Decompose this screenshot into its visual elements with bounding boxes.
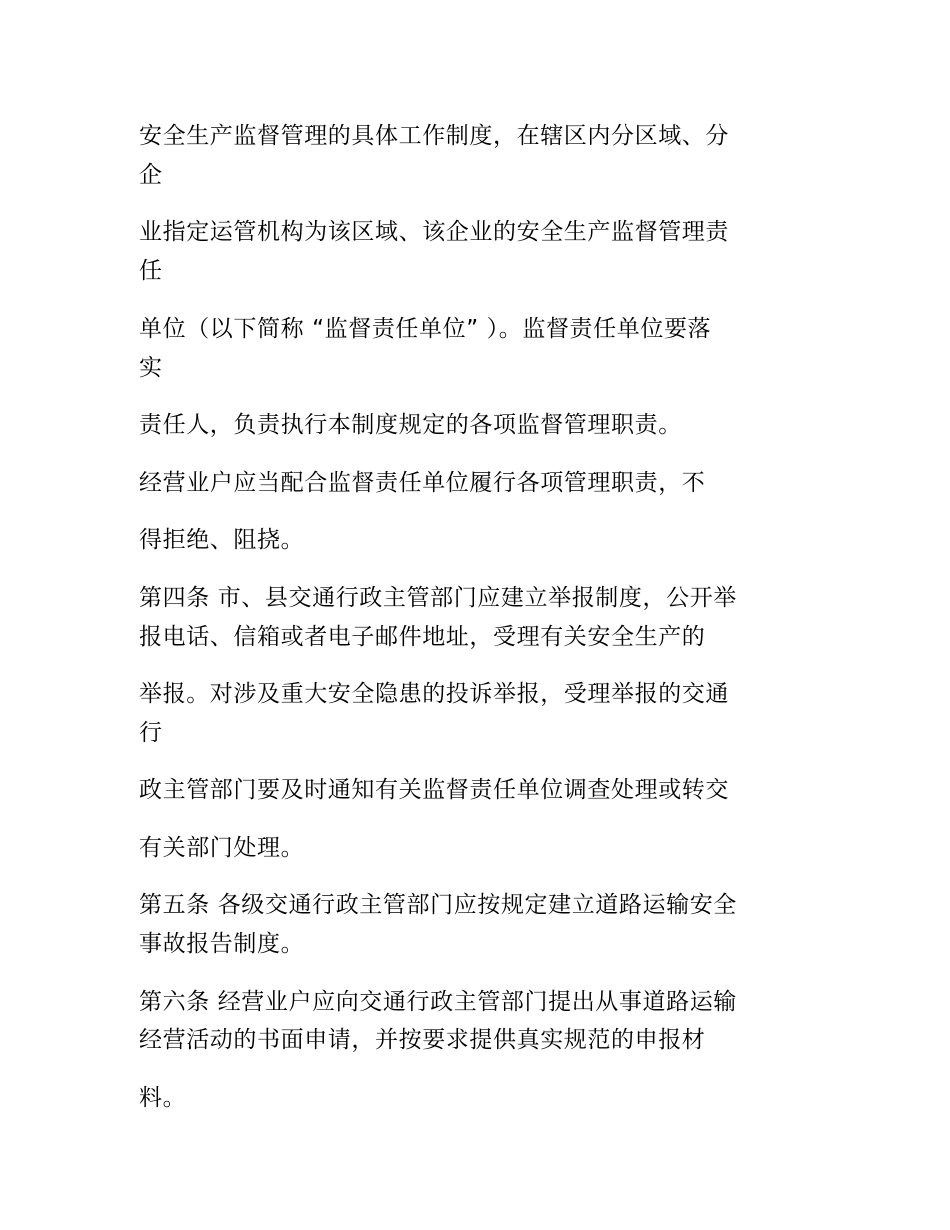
text-line: 实 (139, 355, 163, 381)
text-line: 有关部门处理。 (139, 835, 305, 861)
text-line: 第四条 市、县交通行政主管部门应建立举报制度，公开举 (139, 585, 737, 611)
text-line: 第六条 经营业户应向交通行政主管部门提出从事道路运输 (139, 989, 737, 1015)
text-line: 单位（以下简称 “监督责任单位” ）。监督责任单位要落 (139, 316, 712, 342)
text-line: 安全生产监督管理的具体工作制度，在辖区内分区域、分 (139, 123, 729, 149)
text-line: 料。 (139, 1085, 187, 1111)
text-line: 行 (139, 720, 163, 746)
text-line: 第五条 各级交通行政主管部门应按规定建立道路运输安全 (139, 892, 737, 918)
text-line: 经营活动的书面申请，并按要求提供真实规范的申报材 (139, 1027, 706, 1053)
text-line: 事故报告制度。 (139, 931, 305, 957)
text-line: 责任人，负责执行本制度规定的各项监督管理职责。 (139, 412, 682, 438)
text-line: 举报。对涉及重大安全隐患的投诉举报，受理举报的交通 (139, 681, 729, 707)
text-line: 报电话、信箱或者电子邮件地址，受理有关安全生产的 (139, 624, 706, 650)
text-line: 任 (139, 258, 163, 284)
text-line: 企 (139, 162, 163, 188)
text-line: 得拒绝、阻挠。 (139, 527, 305, 553)
text-line: 政主管部门要及时通知有关监督责任单位调查处理或转交 (139, 777, 729, 803)
text-line: 经营业户应当配合监督责任单位履行各项管理职责，不 (139, 470, 706, 496)
text-line: 业指定运管机构为该区域、该企业的安全生产监督管理责 (139, 219, 729, 245)
